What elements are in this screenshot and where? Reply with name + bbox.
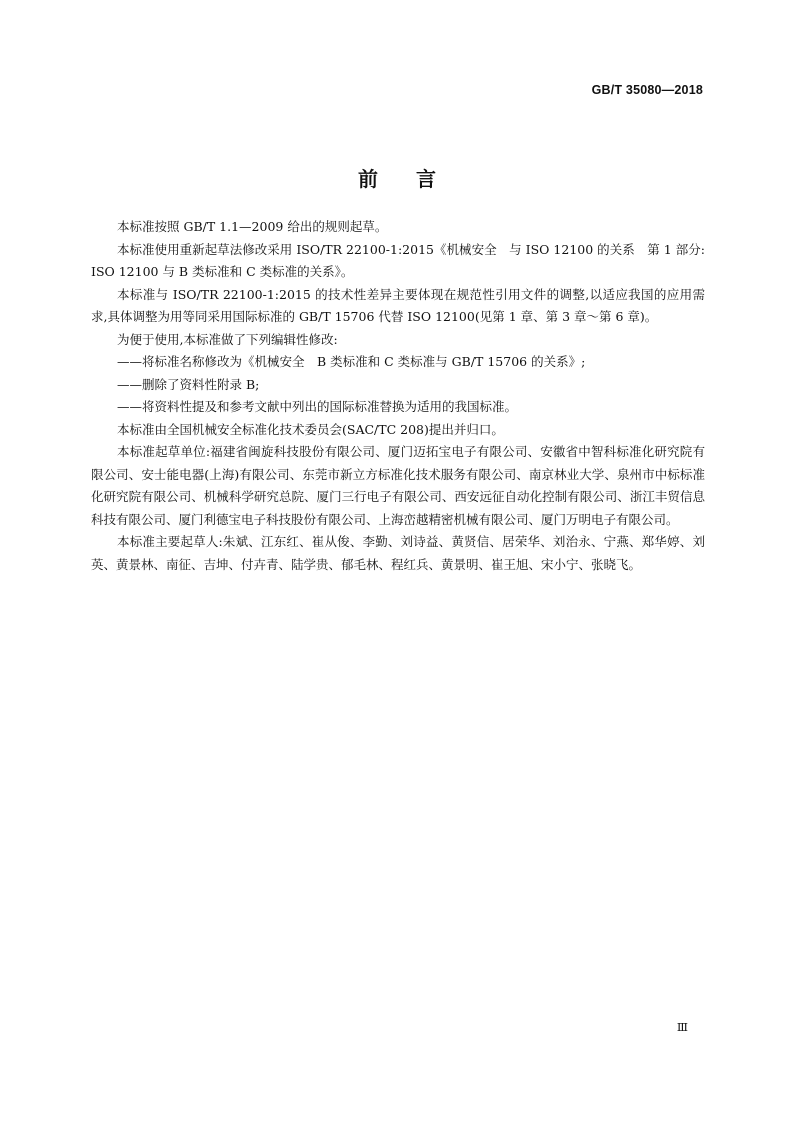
document-code: GB/T 35080—2018 [591, 83, 703, 97]
page-number: Ⅲ [676, 1020, 688, 1034]
paragraph-adoption-method: 本标准使用重新起草法修改采用 ISO/TR 22100-1:2015《机械安全 与 ISO 12100 的关系 第 1 部分:ISO 12100 与 B 类标准和 C 类标准的关系》。 [91, 241, 705, 279]
list-item-replace-references: ——将资料性提及和参考文献中列出的国际标准替换为适用的我国标准。 [117, 399, 518, 414]
foreword-body [91, 216, 705, 576]
paragraph-editorial-intro: 为便于使用,本标准做了下列编辑性修改: [117, 331, 338, 347]
paragraph-drafting-rules: 本标准按照 GB/T 1.1—2009 给出的规则起草。 [117, 219, 388, 234]
paragraph-technical-differences: 本标准与 ISO/TR 22100-1:2015 的技术性差异主要体现在规范性引用文件的调整,以适应我国的应用需求,具体调整为用等同采用国际标准的 GB/T 15706 代替 ISO 12100(见第 1 章、第 3 章～第 6 章)。 [91, 286, 705, 324]
paragraph-drafting-units: 本标准起草单位:福建省闽旋科技股份有限公司、厦门迈拓宝电子有限公司、安徽省中智科标准化研究院有限公司、安士能电器(上海)有限公司、东莞市新立方标准化技术服务有限公司、南京林业大学、泉州市中标标准化研究院有限公司、机械科学研究总院、厦门三行电子有限公司、西安远征自动化控制有限公司、浙江丰贸信息科技有限公司、厦门利德宝电子科技股份有限公司、上海峦越精密机械有限公司、厦门万明电子有限公司。 [91, 444, 705, 527]
list-item-remove-annex: ——删除了资料性附录 B; [117, 376, 260, 392]
paragraph-drafters: 本标准主要起草人:朱斌、江东红、崔从俊、李勤、刘诗益、黄贤信、居荣华、刘治永、宁燕、郑华婷、刘英、黄景林、南征、吉坤、付卉青、陆学贵、郁毛林、程红兵、黄景明、崔王旭、宋小宁、张晓飞。 [91, 534, 705, 572]
page-title: 前言 [358, 167, 474, 192]
list-item-rename-standard: ——将标准名称修改为《机械安全 B 类标准和 C 类标准与 GB/T 15706 的关系》; [117, 354, 586, 369]
paragraph-proposer: 本标准由全国机械安全标准化技术委员会(SAC/TC 208)提出并归口。 [117, 421, 504, 437]
